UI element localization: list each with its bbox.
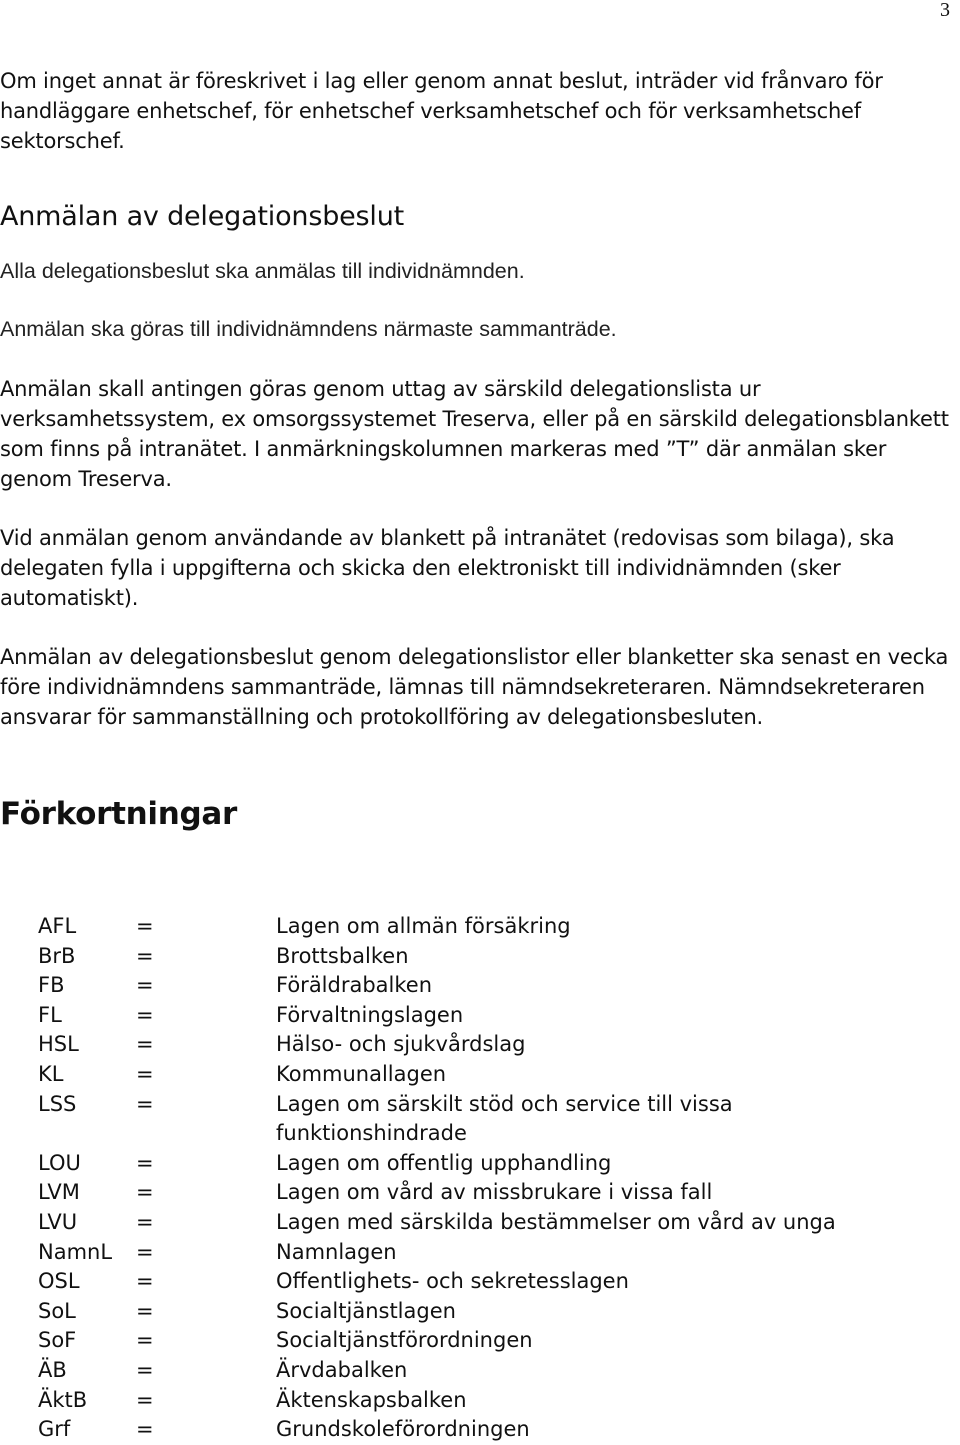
abbreviation-meaning: Socialtjänstlagen [276,1298,456,1323]
abbreviation-term: AFL [38,914,77,938]
abbreviation-row [38,1386,916,1416]
abbreviation-term [38,1119,136,1149]
abbreviation-row [38,971,916,1001]
equals-sign: = [136,1357,154,1382]
section-heading-anmalan: Anmälan av delegationsbeslut [0,201,405,232]
abbreviation-row [38,1119,916,1149]
equals-sign: = [136,1150,154,1175]
anmalan-paragraph-2: Vid anmälan genom användande av blankett på intranätet (redovisas som bilaga), ska delegaten fylla i uppgifterna och skicka den elektroniskt till individnämnden (sker automatiskt). [0,526,895,610]
abbreviation-meaning: Föräldrabalken [276,973,433,998]
abbreviation-term: LOU [38,1150,81,1175]
abbreviation-row [38,1178,916,1208]
abbreviation-term: Grf [38,1417,71,1442]
equals-sign: = [136,1417,154,1442]
abbreviation-row [38,1001,916,1031]
abbreviation-row [38,1267,916,1297]
equals-sign: = [136,1328,154,1353]
abbreviation-meaning: Lagen med särskilda bestämmelser om vård av unga [276,1209,836,1234]
equals-sign: = [136,1239,154,1264]
abbreviation-term: LVM [38,1180,80,1205]
abbreviation-meaning: Grundskoleförordningen [276,1417,530,1442]
abbreviation-row [38,1090,916,1120]
abbreviation-meaning: Äktenskapsbalken [276,1387,467,1412]
abbreviation-meaning: Brottsbalken [276,943,409,968]
intro-paragraph: Om inget annat är föreskrivet i lag eller genom annat beslut, inträder vid frånvaro för handläggare enhetschef, för enhetschef verksamhetschef och för verksamhetschef sektorschef. [0,69,883,153]
abbreviation-row [38,1415,916,1445]
anmalan-line-2: Anmälan ska göras till individnämndens närmaste sammanträde. [0,317,617,341]
abbreviation-meaning: Lagen om offentlig upphandling [276,1150,612,1175]
abbreviation-meaning: Lagen om särskilt stöd och service till vissa [276,1091,733,1116]
abbreviation-row [38,1149,916,1179]
abbreviation-meaning: Kommunallagen [276,1061,447,1086]
abbreviation-row [38,1238,916,1268]
abbreviation-row [38,1356,916,1386]
abbreviation-meaning: Offentlighets- och sekretesslagen [276,1269,629,1294]
abbreviation-row [38,1326,916,1356]
equals-sign: = [136,1061,154,1086]
equals-sign: = [136,1180,154,1205]
abbreviation-term: LVU [38,1209,78,1234]
anmalan-paragraph-1: Anmälan skall antingen göras genom uttag av särskild delegationslista ur verksamhetssystem, ex omsorgssystemet Treserva, eller på en särskild delegationsblankett som finns på intranätet. I anmärkningskolumnen markeras med ”T” där anmälan sker genom Treserva. [0,377,949,491]
abbreviation-meaning: Lagen om allmän försäkring [276,914,571,938]
abbreviation-term: KL [38,1061,64,1086]
abbreviation-row [38,1030,916,1060]
abbreviation-term: HSL [38,1032,79,1057]
abbreviation-term: FL [38,1002,62,1027]
abbreviation-meaning: Hälso- och sjukvårdslag [276,1032,526,1057]
equals-sign: = [136,1269,154,1294]
abbreviation-term: OSL [38,1269,80,1294]
abbreviation-row [38,1060,916,1090]
abbreviation-meaning: Förvaltningslagen [276,1002,464,1027]
equals-sign [136,1119,276,1149]
abbreviation-term: NamnL [38,1239,113,1264]
abbreviation-row [38,1208,916,1238]
abbreviation-meaning: Lagen om vård av missbrukare i vissa fall [276,1180,713,1205]
page-number: 3 [940,0,950,21]
equals-sign: = [136,1209,154,1234]
equals-sign: = [136,1091,154,1116]
abbreviation-term: ÄB [38,1357,67,1382]
equals-sign: = [136,914,154,938]
abbreviation-meaning: Socialtjänstförordningen [276,1328,533,1353]
abbreviation-term: SoL [38,1298,76,1323]
equals-sign: = [136,943,154,968]
abbreviation-row [38,912,916,942]
abbreviation-term: ÄktB [38,1387,88,1412]
abbreviation-list [38,912,916,1445]
equals-sign: = [136,1032,154,1057]
section-heading-abbreviations: Förkortningar [0,796,237,832]
anmalan-line-1: Alla delegationsbeslut ska anmälas till individnämnden. [0,259,525,283]
equals-sign: = [136,1387,154,1412]
abbreviation-term: LSS [38,1091,77,1116]
abbreviation-meaning: Namnlagen [276,1239,397,1264]
abbreviation-term: SoF [38,1328,77,1353]
abbreviation-meaning: Ärvdabalken [276,1357,408,1382]
abbreviation-meaning: funktionshindrade [276,1121,467,1146]
document-body [0,66,958,834]
anmalan-paragraph-3: Anmälan av delegationsbeslut genom delegationslistor eller blanketter ska senast en vecka före individnämndens sammanträde, lämnas till nämndsekreteraren. Nämndsekreteraren ansvarar för sammanställning och protokollföring av delegationsbesluten. [0,645,949,729]
abbreviation-term: FB [38,973,65,998]
equals-sign: = [136,1298,154,1323]
abbreviation-row [38,1297,916,1327]
abbreviation-row [38,942,916,972]
equals-sign: = [136,1002,154,1027]
equals-sign: = [136,973,154,998]
abbreviation-term: BrB [38,943,76,968]
